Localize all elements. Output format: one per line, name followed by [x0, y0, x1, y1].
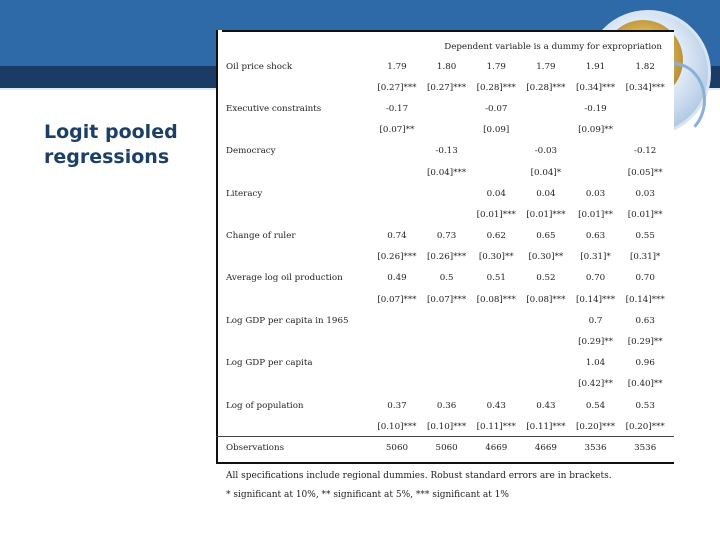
table-cell [521, 98, 571, 119]
table-cell: 0.49 [387, 273, 407, 284]
table-notes [226, 467, 612, 505]
table-row [226, 268, 670, 289]
table-row [226, 204, 670, 225]
table-cell: [0.31]* [629, 252, 661, 263]
table-cell [620, 120, 670, 141]
table-row [226, 289, 670, 310]
table-cell: 1.79 [387, 61, 407, 72]
regression-table-panel [216, 30, 674, 464]
row-label: Democracy [226, 146, 276, 157]
table-row [226, 162, 670, 183]
row-label [226, 374, 372, 395]
table-cell [372, 204, 422, 225]
table-header-row [226, 38, 670, 56]
table-cell: [0.04]* [530, 167, 562, 178]
table-cell: [0.01]*** [526, 209, 566, 220]
table-cell: 1.79 [536, 61, 556, 72]
table-cell [422, 331, 472, 352]
table-row [226, 141, 670, 162]
table-cell [571, 141, 621, 162]
table-row [226, 183, 670, 204]
table-cell: 5060 [435, 442, 458, 453]
table-cell: -0.07 [485, 103, 508, 114]
table-cell: [0.42]** [578, 379, 613, 390]
table-cell: [0.01]** [627, 209, 663, 220]
table-cell: 0.7 [588, 315, 603, 326]
table-row [226, 120, 670, 141]
notes-line-1: All specifications include regional dummies. Robust standard errors are in brackets. [226, 471, 612, 481]
table-cell: 1.04 [585, 358, 606, 369]
table-left-border [216, 30, 218, 464]
table-cell [422, 120, 472, 141]
table-cell: [0.31]* [580, 252, 611, 263]
table-cell: 1.91 [585, 61, 606, 72]
row-label: Literacy [226, 188, 263, 199]
table-cell: [0.01]** [578, 209, 613, 220]
row-label [226, 204, 372, 225]
table-cell: 0.04 [536, 188, 556, 199]
table-cell [471, 331, 521, 352]
table-cell: -0.13 [435, 146, 458, 157]
table-cell: 0.51 [486, 273, 506, 284]
table-cell: 0.53 [635, 400, 655, 411]
table-cell: 3536 [634, 442, 657, 453]
table-cell: [0.26]*** [377, 252, 417, 263]
table-cell: [0.08]*** [526, 294, 566, 305]
table-cell: 0.73 [436, 231, 457, 242]
table-cell: 0.65 [536, 231, 556, 242]
table-header-blank [226, 38, 372, 56]
table-cell [372, 162, 422, 183]
table-cell [372, 374, 422, 395]
table-cell: [0.34]*** [575, 82, 616, 93]
table-row [226, 247, 670, 268]
table-cell: 0.74 [387, 231, 407, 242]
table-cell: 0.37 [387, 400, 407, 411]
table-cell: [0.14]*** [625, 294, 665, 305]
table-cell: [0.07]*** [427, 294, 467, 305]
table-cell: [0.20]*** [575, 421, 616, 432]
table-cell: [0.07]** [379, 125, 415, 136]
table-top-border [222, 30, 674, 32]
slide-title: Logit pooled regressions [44, 121, 178, 168]
table-cell: [0.04]*** [427, 167, 467, 178]
table-cell: [0.29]** [578, 337, 613, 348]
table-cell [372, 141, 422, 162]
table-cell: 5060 [385, 442, 409, 453]
table-cell [422, 353, 472, 374]
row-label [226, 416, 372, 437]
table-cell [422, 98, 472, 119]
table-row [226, 353, 670, 374]
table-cell [422, 310, 472, 331]
table-cell: [0.14]*** [575, 294, 616, 305]
table-cell: [0.27]*** [377, 82, 417, 93]
row-label [226, 289, 372, 310]
table-cell: [0.27]*** [427, 82, 467, 93]
table-cell [422, 183, 472, 204]
table-cell [422, 374, 472, 395]
table-cell: 0.63 [585, 231, 606, 242]
table-cell: [0.26]*** [427, 252, 467, 263]
table-cell [571, 162, 621, 183]
table-cell: [0.30]** [528, 252, 564, 263]
table-cell: 1.80 [436, 61, 457, 72]
table-cell: [0.28]*** [526, 82, 566, 93]
row-label [226, 120, 372, 141]
table-cell: 0.54 [585, 400, 606, 411]
table-cell [521, 353, 571, 374]
table-row [226, 310, 670, 331]
table-cell: [0.28]*** [476, 82, 516, 93]
table-cell [521, 331, 571, 352]
row-label [226, 331, 372, 352]
table-row [226, 331, 670, 352]
table-cell: 0.03 [635, 188, 655, 199]
table-cell: 0.5 [439, 273, 454, 284]
table-cell [521, 374, 571, 395]
table-cell [372, 310, 422, 331]
row-label [226, 162, 372, 183]
table-cell: [0.40]** [627, 379, 663, 390]
table-cell: -0.19 [584, 103, 607, 114]
table-cell [372, 331, 422, 352]
table-cell: 0.70 [635, 273, 655, 284]
row-label: Change of ruler [226, 231, 296, 242]
row-label [226, 77, 372, 98]
table-cell: 0.04 [486, 188, 506, 199]
row-label: Observations [226, 442, 285, 453]
table-cell: [0.30]** [478, 252, 514, 263]
table-row [226, 77, 670, 98]
table-cell [620, 98, 670, 119]
table-cell [471, 353, 521, 374]
row-label: Log GDP per capita [226, 358, 313, 369]
table-cell [372, 183, 422, 204]
table-cell [471, 310, 521, 331]
table-bottom-border [216, 462, 674, 464]
table-row [226, 56, 670, 77]
table-cell: [0.34]*** [625, 82, 665, 93]
table-cell [471, 141, 521, 162]
table-cell: [0.10]*** [427, 421, 467, 432]
table-cell: -0.03 [534, 146, 558, 157]
table-cell: [0.09] [483, 125, 510, 136]
table-cell: 0.70 [585, 273, 606, 284]
table-cell: 4669 [534, 442, 557, 453]
table-cell: 4669 [485, 442, 508, 453]
table-cell: [0.09]** [578, 125, 613, 136]
table-cell: [0.10]*** [377, 421, 417, 432]
table-cell: 1.82 [635, 61, 655, 72]
notes-line-2: * significant at 10%, ** significant at 5%, *** significant at 1% [226, 490, 509, 500]
table-cell: 0.36 [436, 400, 457, 411]
table-cell [521, 310, 571, 331]
table-cell: [0.29]** [627, 337, 663, 348]
table-cell [471, 162, 521, 183]
table-row [226, 98, 670, 119]
table-cell: 1.79 [486, 61, 506, 72]
table-cell: [0.05]** [627, 167, 663, 178]
row-label: Average log oil production [226, 273, 343, 284]
table-cell: [0.07]*** [377, 294, 417, 305]
row-label: Oil price shock [226, 61, 293, 72]
row-label: Executive constraints [226, 103, 322, 114]
table-cell [521, 120, 571, 141]
table-cell [422, 204, 472, 225]
table-cell: 0.55 [635, 231, 655, 242]
row-label: Log GDP per capita in 1965 [226, 315, 349, 326]
table-cell: [0.11]*** [526, 421, 566, 432]
table-cell: 3536 [584, 442, 607, 453]
table-row [226, 374, 670, 395]
table-row [226, 226, 670, 247]
table-cell: 0.43 [486, 400, 506, 411]
table-cell: [0.11]*** [476, 421, 516, 432]
table-cell: [0.20]*** [625, 421, 665, 432]
table-cell: 0.96 [635, 358, 655, 369]
table-row [226, 437, 670, 458]
row-label: Log of population [226, 400, 304, 411]
table-row [226, 416, 670, 437]
table-cell: -0.12 [634, 146, 657, 157]
table-cell: -0.17 [385, 103, 409, 114]
table-row [226, 395, 670, 416]
table-cell: 0.63 [635, 315, 655, 326]
table-cell: 0.03 [585, 188, 606, 199]
table-cell [471, 374, 521, 395]
dependent-variable-header: Dependent variable is a dummy for expropriation [444, 42, 662, 52]
table-cell: [0.08]*** [476, 294, 516, 305]
row-label [226, 247, 372, 268]
regression-table [226, 38, 670, 459]
table-cell [372, 353, 422, 374]
table-cell: 0.52 [536, 273, 556, 284]
table-cell: 0.43 [536, 400, 556, 411]
table-cell: 0.62 [486, 231, 506, 242]
table-cell: [0.01]*** [476, 209, 516, 220]
